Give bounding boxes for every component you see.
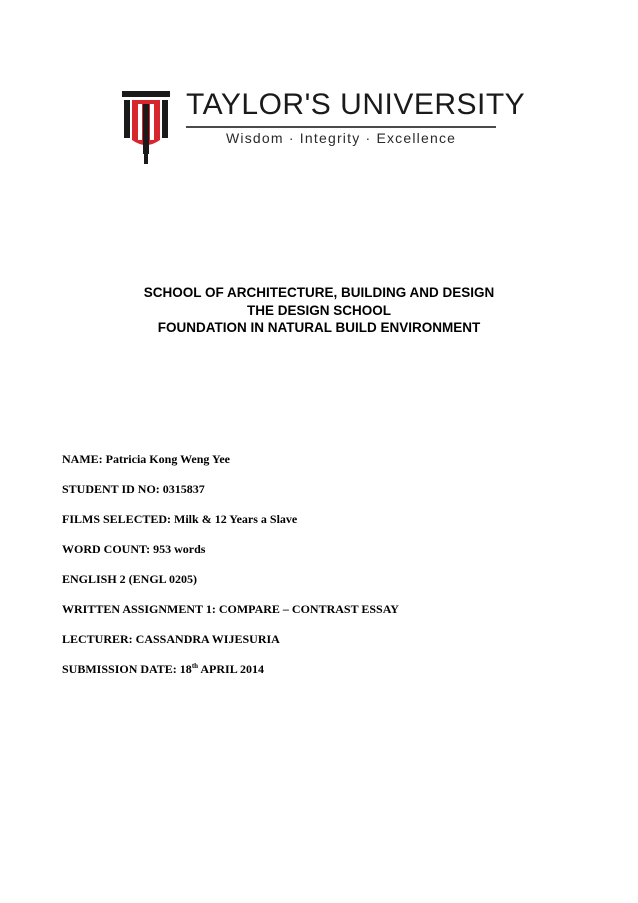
school-heading xyxy=(0,284,638,337)
submission-date-ordinal: th xyxy=(191,662,199,670)
submission-date xyxy=(62,660,399,690)
student-id: STUDENT ID NO: 0315837 xyxy=(62,482,205,496)
logo-divider xyxy=(186,126,496,128)
logo-tagline: Wisdom · Integrity · Excellence xyxy=(226,130,457,146)
submission-date-suffix: APRIL 2014 xyxy=(198,662,265,676)
submission-date-prefix: SUBMISSION DATE: 18 xyxy=(62,662,192,676)
student-name: NAME: Patricia Kong Weng Yee xyxy=(62,452,230,466)
submission-details xyxy=(62,450,399,690)
films-selected: FILMS SELECTED: Milk & 12 Years a Slave xyxy=(62,512,298,526)
word-count: WORD COUNT: 953 words xyxy=(62,542,206,556)
course-code: ENGLISH 2 (ENGL 0205) xyxy=(62,572,198,586)
assignment-title: WRITTEN ASSIGNMENT 1: COMPARE – CONTRAST ESSAY xyxy=(62,602,399,616)
university-crest-icon xyxy=(122,88,182,168)
heading-design-school: THE DESIGN SCHOOL xyxy=(246,302,391,318)
heading-school: SCHOOL OF ARCHITECTURE, BUILDING AND DESIGN xyxy=(143,285,495,300)
lecturer-name: LECTURER: CASSANDRA WIJESURIA xyxy=(62,632,280,646)
logo-wordmark: TAYLOR'S UNIVERSITY xyxy=(186,88,526,121)
university-logo xyxy=(122,88,526,168)
heading-program: FOUNDATION IN NATURAL BUILD ENVIRONMENT xyxy=(157,320,481,335)
